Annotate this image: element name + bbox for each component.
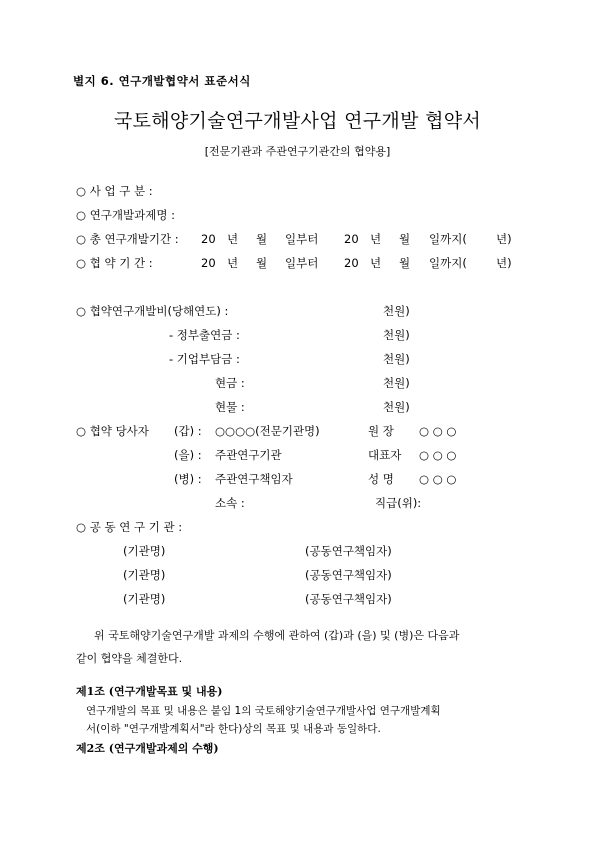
company-share-label: - 기업부담금 : [169, 352, 240, 366]
document-title: 국토해양기술연구개발사업 연구개발 협약서 [113, 110, 482, 132]
research-budget-label: ○ 협약연구개발비(당해연도) : [76, 304, 229, 318]
end-year-unit: 년 [370, 232, 382, 246]
joint-lead-researcher: (공동연구책임자) [305, 592, 392, 606]
article-1-text-line2: 서(이하 "연구개발계획서"라 한다)상의 목표 및 내용과 동일하다. [86, 723, 381, 735]
party-gap-role: (갑) : [174, 424, 202, 438]
start-year-prefix: 20 [201, 256, 216, 270]
end-year-prefix: 20 [344, 232, 359, 246]
start-year-unit: 년 [227, 256, 239, 270]
joint-org-name: (기관명) [123, 592, 166, 606]
start-day-unit: 일부터 [285, 256, 319, 270]
cash-unit: 천원) [383, 376, 410, 390]
joint-institutions-label: ○ 공 동 연 구 기 관 : [76, 520, 183, 534]
joint-org-name: (기관명) [123, 544, 166, 558]
research-budget-unit: 천원) [383, 304, 410, 318]
party-eul-title: 대표자 [368, 448, 402, 462]
joint-org-name: (기관명) [123, 568, 166, 582]
rank-label: 직급(위): [375, 496, 422, 510]
joint-lead-researcher: (공동연구책임자) [305, 568, 392, 582]
end-day-unit: 일까지( [429, 232, 467, 246]
party-gap-title: 원 장 [368, 424, 394, 438]
cash-label: 현금 : [215, 376, 245, 390]
affiliation-label: 소속 : [215, 496, 245, 510]
party-eul-name: 주관연구기관 [215, 448, 282, 462]
end-year-prefix: 20 [344, 256, 359, 270]
in-kind-unit: 천원) [383, 400, 410, 414]
party-eul-signature: ○ ○ ○ [419, 448, 457, 462]
start-day-unit: 일부터 [285, 232, 319, 246]
start-month-unit: 월 [256, 256, 268, 270]
parties-label: ○ 협약 당사자 [76, 424, 149, 438]
duration-years: 년) [496, 256, 512, 270]
company-share-unit: 천원) [383, 352, 410, 366]
article-1-title: 제1조 (연구개발목표 및 내용) [76, 685, 223, 698]
form-label: 별지 6. 연구개발협약서 표준서식 [73, 74, 251, 88]
article-1-text-line1: 연구개발의 목표 및 내용은 붙임 1의 국토해양기술연구개발사업 연구개발계획 [86, 705, 441, 717]
in-kind-label: 현물 : [215, 400, 245, 414]
party-byeong-role: (병) : [174, 472, 202, 486]
party-byeong-name: 주관연구책임자 [215, 472, 293, 486]
total-period-label: ○ 총 연구개발기간 : [76, 232, 179, 246]
duration-years: 년) [496, 232, 512, 246]
document-subtitle: [전문기관과 주관연구기관간의 협약용] [204, 145, 391, 158]
party-gap-signature: ○ ○ ○ [419, 424, 457, 438]
end-day-unit: 일까지( [429, 256, 467, 270]
start-year-unit: 년 [227, 232, 239, 246]
joint-lead-researcher: (공동연구책임자) [305, 544, 392, 558]
start-month-unit: 월 [256, 232, 268, 246]
party-gap-name: ○○○○(전문기관명) [215, 424, 320, 438]
party-eul-role: (을) : [174, 448, 202, 462]
agreement-preamble-line1: 위 국토해양기술연구개발 과제의 수행에 관하여 (갑)과 (을) 및 (병)은 다음과 [94, 629, 460, 642]
start-year-prefix: 20 [201, 232, 216, 246]
party-byeong-title: 성 명 [368, 472, 394, 486]
party-byeong-signature: ○ ○ ○ [419, 472, 457, 486]
end-month-unit: 월 [399, 232, 411, 246]
gov-contribution-unit: 천원) [383, 328, 410, 342]
business-type-label: ○ 사 업 구 분 : [76, 184, 153, 198]
end-month-unit: 월 [399, 256, 411, 270]
project-name-label: ○ 연구개발과제명 : [76, 208, 175, 222]
article-2-title: 제2조 (연구개발과제의 수행) [76, 742, 219, 755]
end-year-unit: 년 [370, 256, 382, 270]
agreement-period-label: ○ 협 약 기 간 : [76, 256, 153, 270]
agreement-preamble-line2: 같이 협약을 체결한다. [76, 652, 183, 665]
gov-contribution-label: - 정부출연금 : [169, 328, 240, 342]
